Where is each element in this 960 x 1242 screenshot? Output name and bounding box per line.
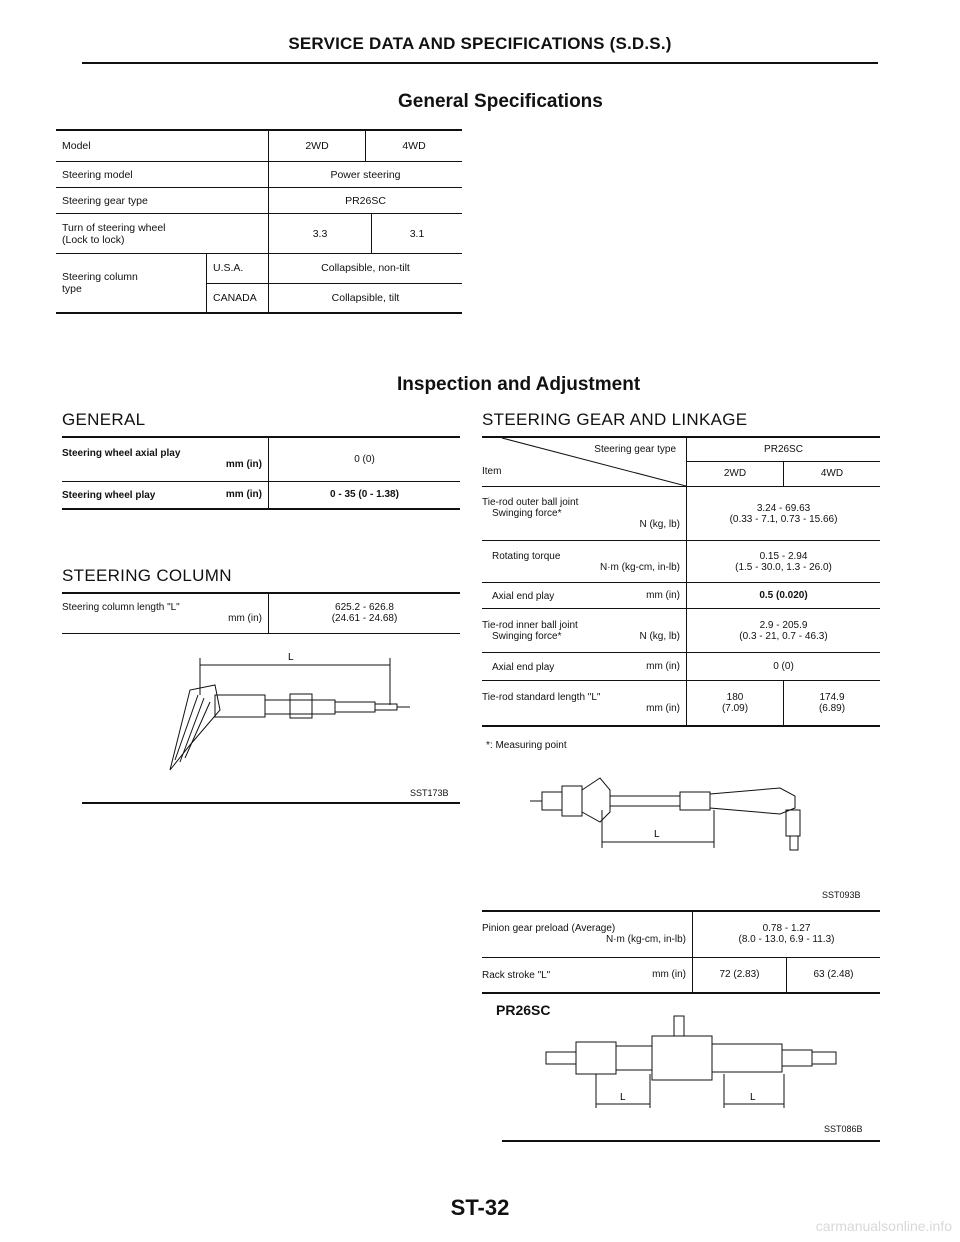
std-4wd-2: (6.89) — [818, 703, 846, 714]
rack-diagram-L2: L — [750, 1092, 756, 1103]
tie-rod-diagram-L: L — [654, 829, 660, 840]
inspection-title: Inspection and Adjustment — [397, 374, 641, 395]
col-length-value-1: 625.2 - 626.8 — [335, 602, 394, 614]
turn-2wd: 3.3 — [269, 214, 372, 254]
usa-label: U.S.A. — [207, 254, 268, 284]
rot-label: Rotating torque — [492, 550, 561, 562]
col-length-unit: mm (in) — [228, 613, 262, 625]
column-type-label-1: Steering column — [62, 271, 138, 283]
gl-type-value: PR26SC — [687, 438, 880, 462]
steering-column-table — [62, 592, 460, 634]
column-type-label-2: type — [62, 283, 82, 295]
inner-swing-unit: N (kg, lb) — [639, 630, 680, 642]
inner-axial-label: Axial end play — [492, 661, 555, 673]
rot-2: (1.5 - 30.0, 1.3 - 26.0) — [735, 561, 832, 573]
page-number: ST-32 — [450, 1195, 510, 1220]
outer-axial-value: 0.5 (0.020) — [687, 583, 881, 609]
col-4wd: 4WD — [365, 131, 462, 161]
outer-axial-label: Axial end play — [492, 590, 555, 602]
col-diagram-L: L — [288, 652, 294, 663]
outer-axial-unit: mm (in) — [646, 589, 680, 601]
preload-label: Pinion gear preload (Average) — [482, 923, 616, 935]
axial-play-value: 0 (0) — [269, 437, 461, 481]
turn-label-2: (Lock to lock) — [62, 233, 125, 246]
canada-label: CANADA — [213, 291, 257, 304]
col-length-label: Steering column length "L" — [62, 602, 180, 614]
right-bottom-rule — [502, 1140, 880, 1142]
tie-rod-diagram — [520, 770, 820, 880]
diag-top: Steering gear type — [594, 444, 676, 455]
gear-type-label: Steering gear type — [62, 194, 148, 207]
steering-model-value: Power steering — [269, 162, 463, 188]
steering-column-heading: STEERING COLUMN — [62, 566, 232, 585]
general-table — [62, 436, 460, 510]
rack-diagram — [532, 1012, 852, 1112]
header-rule — [82, 62, 878, 64]
turn-4wd: 3.1 — [372, 214, 463, 254]
general-specs-title: General Specifications — [398, 91, 603, 112]
inner-swing-label: Swinging force* — [492, 630, 562, 642]
outer-swing-1: 3.24 - 69.63 — [756, 502, 811, 514]
preload-1: 0.78 - 1.27 — [762, 923, 811, 935]
std-4wd-1: 174.9 — [819, 692, 845, 703]
turn-label-1: Turn of steering wheel — [62, 221, 166, 234]
outer-swing-2: (0.33 - 7.1, 0.73 - 15.66) — [729, 513, 838, 525]
rack-unit: mm (in) — [652, 968, 686, 980]
diag-item: Item — [482, 466, 502, 477]
watermark: carmanualsonline.info — [815, 1218, 952, 1234]
gear-linkage-table — [482, 436, 880, 727]
wheel-play-unit: mm (in) — [225, 488, 262, 500]
gear-linkage-heading: STEERING GEAR AND LINKAGE — [482, 410, 748, 429]
figure-code-sst086b: SST086B — [824, 1124, 863, 1134]
inner-axial-unit: mm (in) — [646, 660, 680, 672]
inner-swing-1: 2.9 - 205.9 — [759, 619, 808, 631]
rack-label: Rack stroke "L" — [482, 969, 551, 981]
figure-code-sst173b: SST173B — [410, 788, 449, 798]
rack-4wd: 63 (2.48) — [786, 958, 880, 992]
rot-1: 0.15 - 2.94 — [759, 550, 808, 562]
figure-code-sst093b: SST093B — [822, 890, 861, 900]
std-len-unit: mm (in) — [646, 703, 680, 714]
inner-axial-value: 0 (0) — [687, 653, 881, 681]
axial-play-unit: mm (in) — [225, 459, 262, 471]
gear-type-value: PR26SC — [269, 188, 463, 214]
rot-unit: N·m (kg-cm, in-lb) — [600, 561, 680, 573]
gl-col-2wd: 2WD — [723, 468, 747, 479]
std-len-label: Tie-rod standard length "L" — [482, 692, 601, 703]
gl-col-4wd: 4WD — [783, 462, 880, 486]
rack-2wd: 72 (2.83) — [719, 968, 760, 980]
general-heading: GENERAL — [62, 410, 146, 429]
inner-swing-2: (0.3 - 21, 0.7 - 46.3) — [739, 630, 828, 642]
pr26sc-heading: PR26SC — [496, 1002, 551, 1018]
preload-2: (8.0 - 13.0, 6.9 - 11.3) — [738, 934, 835, 946]
inner-label: Tie-rod inner ball joint — [482, 619, 578, 631]
page-header: SERVICE DATA AND SPECIFICATIONS (S.D.S.) — [288, 34, 672, 53]
rack-diagram-L1: L — [620, 1092, 626, 1103]
col-2wd: 2WD — [305, 140, 329, 152]
outer-swing-unit: N (kg, lb) — [639, 519, 680, 530]
canada-value: Collapsible, tilt — [331, 291, 400, 304]
axial-play-label: Steering wheel axial play — [62, 448, 181, 460]
left-bottom-rule — [82, 802, 460, 804]
std-2wd-2: (7.09) — [721, 703, 749, 714]
steering-column-diagram — [160, 650, 420, 780]
outer-swing-label: Swinging force* — [492, 508, 562, 519]
wheel-play-label: Steering wheel play — [62, 489, 156, 501]
steering-model-label: Steering model — [62, 168, 133, 181]
footnote: *: Measuring point — [486, 740, 567, 751]
col-length-value-2: (24.61 - 24.68) — [331, 613, 398, 625]
preload-unit: N·m (kg-cm, in-lb) — [606, 934, 686, 946]
usa-value: Collapsible, non-tilt — [269, 254, 462, 284]
general-specs-table — [56, 129, 462, 314]
wheel-play-value: 0 - 35 (0 - 1.38) — [269, 481, 461, 509]
outer-label: Tie-rod outer ball joint — [482, 497, 579, 508]
pinion-table — [482, 910, 880, 994]
std-2wd-1: 180 — [726, 692, 744, 703]
model-label: Model — [62, 140, 91, 152]
